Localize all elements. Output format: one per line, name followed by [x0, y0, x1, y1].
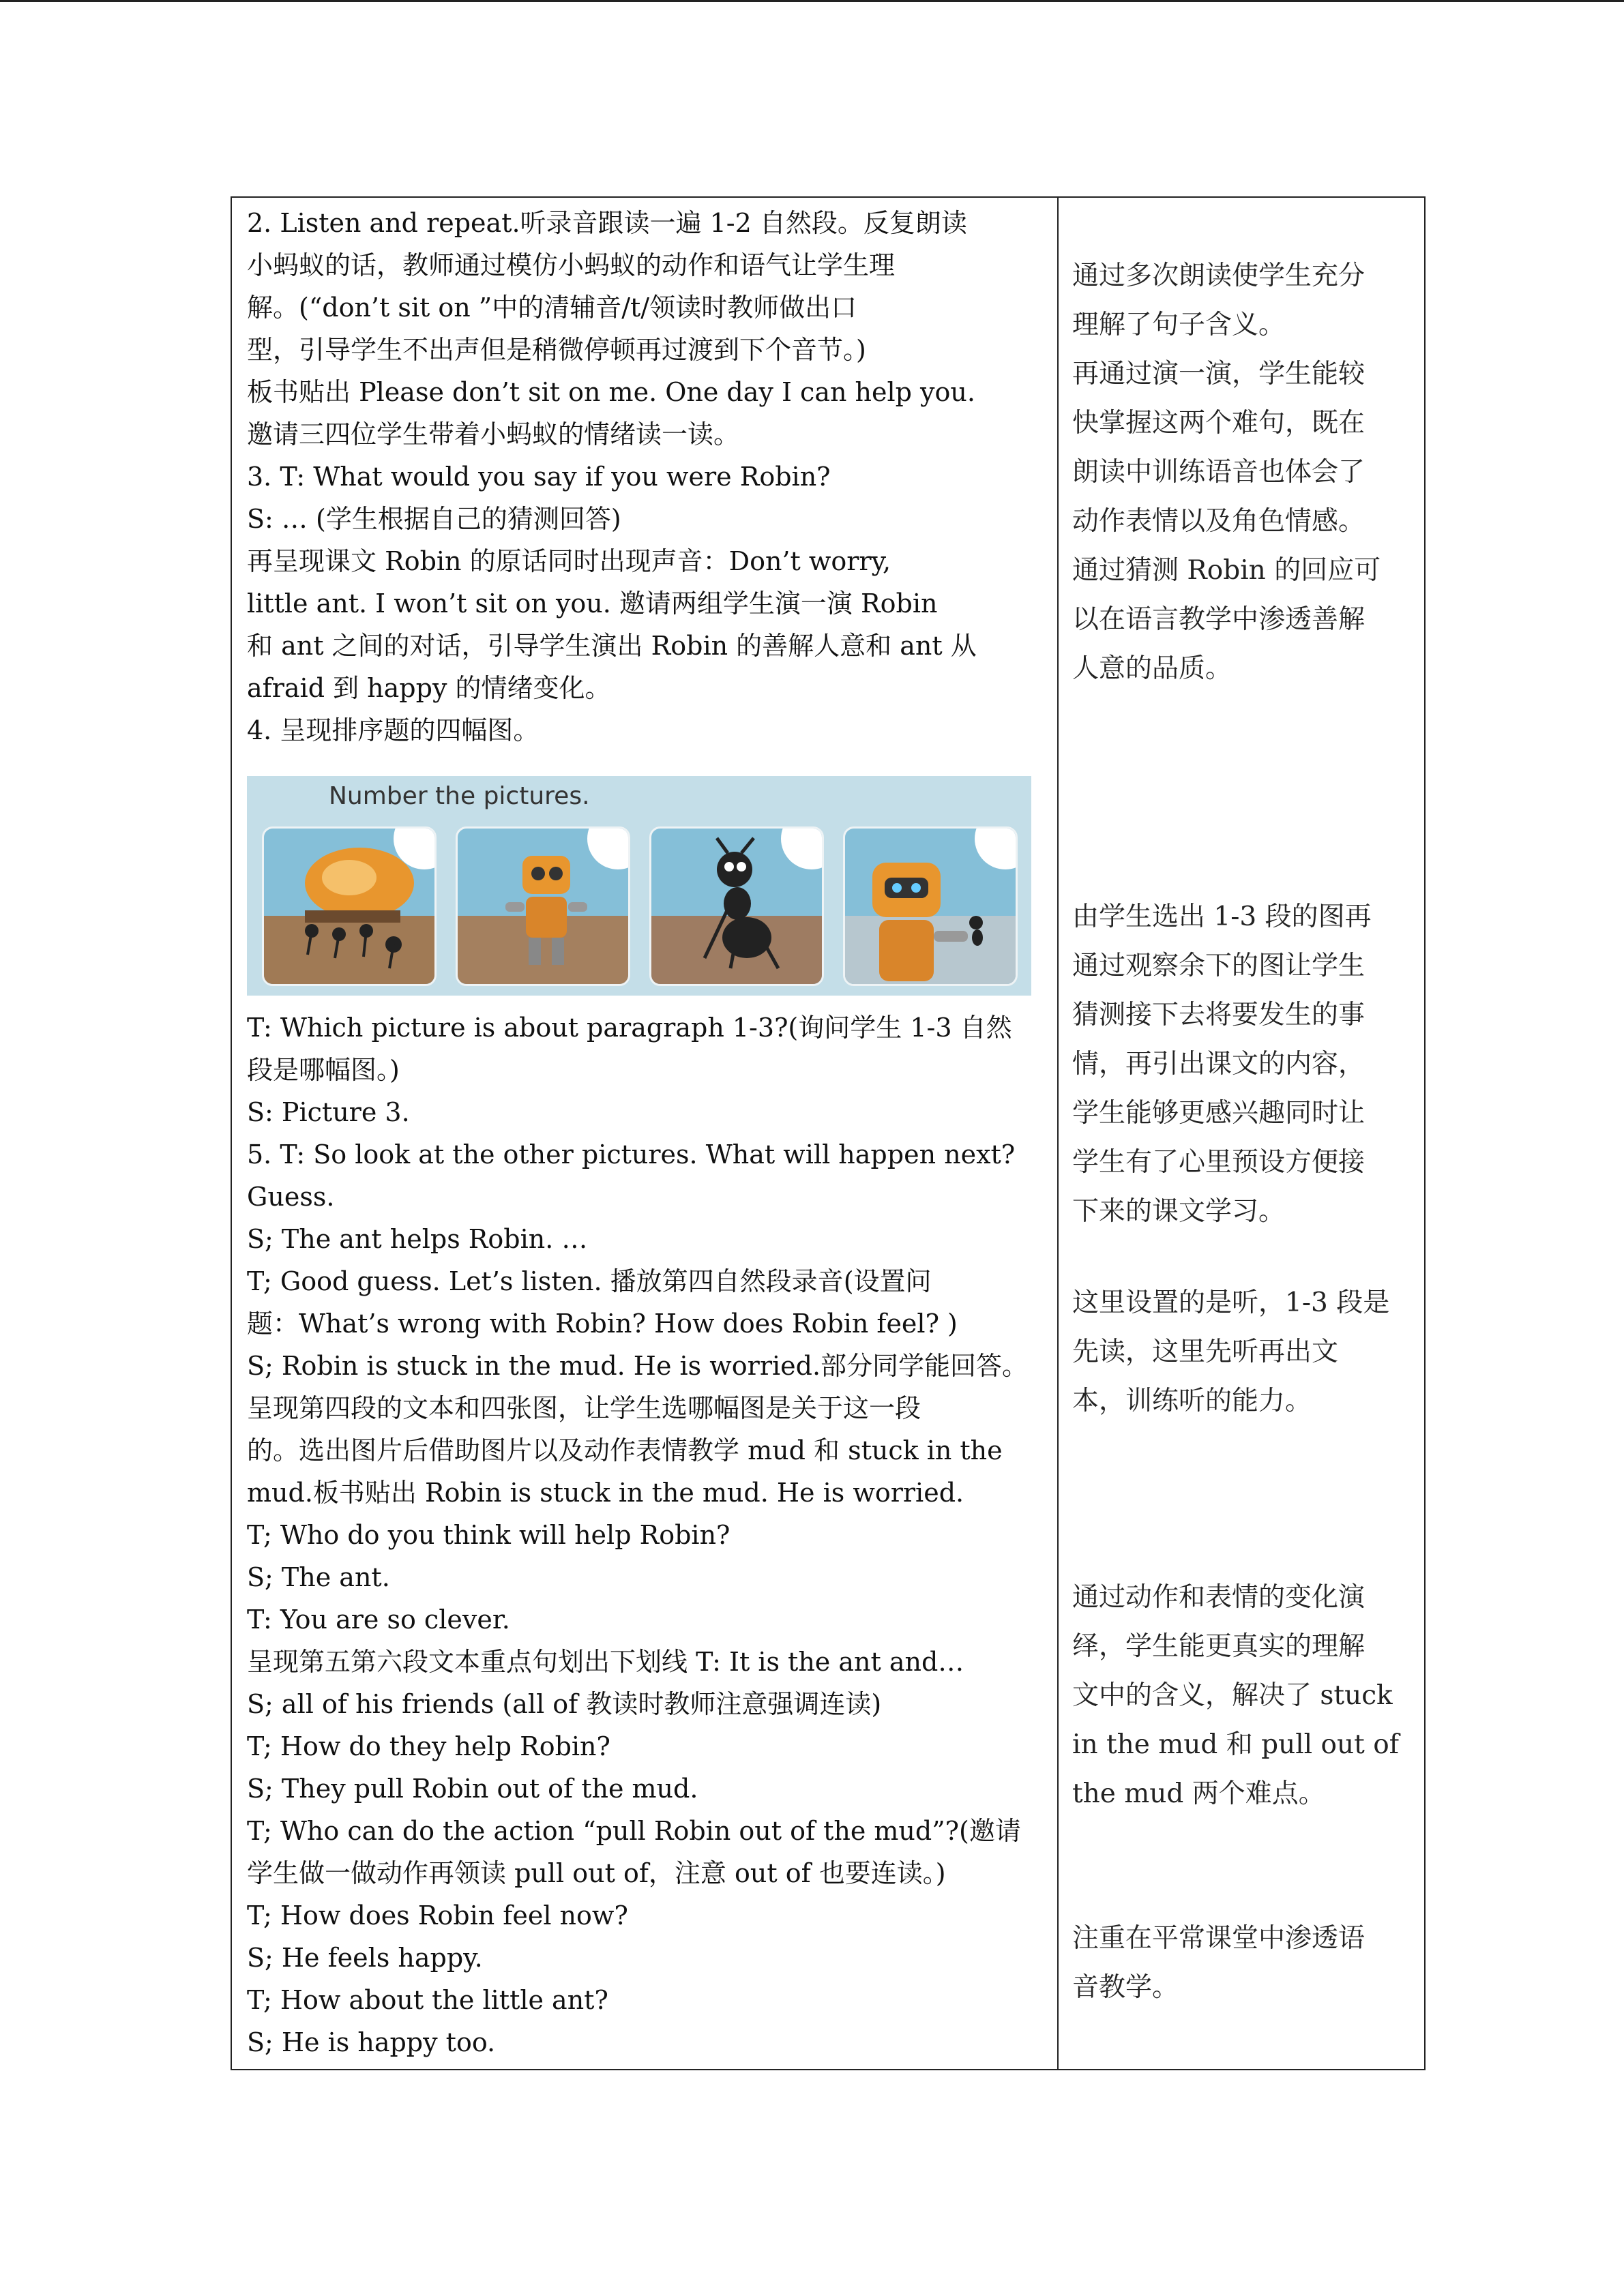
intent-line: 文中的含义，解决了 stuck: [1072, 1680, 1393, 1711]
intent-line: 情，再引出课文的内容，: [1072, 1049, 1365, 1079]
intent-line: 绎，学生能更真实的理解: [1072, 1631, 1365, 1662]
intent-line: 学生有了心里预设方便接: [1072, 1147, 1365, 1178]
step-line: S; The ant.: [247, 1562, 390, 1592]
step-line: 解。(“don’t sit on ”中的清辅音/t/领读时教师做出口: [247, 293, 857, 323]
intent-line: 动作表情以及角色情感。: [1072, 506, 1365, 537]
step-line: S: … (学生根据自己的猜测回答): [247, 504, 621, 534]
ants-lifting-robot-icon: [264, 829, 437, 986]
intent-line: 这里设置的是听，1-3 段是: [1072, 1287, 1390, 1318]
picture-3: [649, 826, 824, 986]
intent-line: 音教学。: [1072, 1972, 1179, 2003]
step-line: 段是哪幅图。): [247, 1055, 400, 1085]
step-line: T: Which picture is about paragraph 1-3?(询问学生 1-3 自然: [247, 1013, 1012, 1043]
step-line: little ant. I won’t sit on you. 邀请两组学生演一演 Robin: [247, 588, 938, 618]
step-line: T: You are so clever.: [247, 1605, 510, 1635]
step-line: 小蚂蚁的话，教师通过模仿小蚂蚁的动作和语气让学生理: [247, 250, 896, 280]
step-line: T; Good guess. Let’s listen. 播放第四自然段录音(设置问: [247, 1266, 932, 1296]
intent-line: 猜测接下去将要发生的事: [1072, 1000, 1365, 1030]
step-line: 呈现第五第六段文本重点句划出下划线 T: It is the ant and…: [247, 1647, 964, 1677]
picture-4: [843, 826, 1018, 986]
step-line: Guess.: [247, 1182, 335, 1212]
intent-line: 先读，这里先听再出文: [1072, 1337, 1339, 1367]
step-line: 再呈现课文 Robin 的原话同时出现声音：Don’t worry,: [247, 546, 891, 576]
intent-line: 通过动作和表情的变化演: [1072, 1582, 1365, 1613]
intent-line: 下来的课文学习。: [1072, 1196, 1286, 1227]
intent-line: 学生能够更感兴趣同时让: [1072, 1098, 1365, 1129]
step-line: 题：What’s wrong with Robin? How does Robin feel? ): [247, 1309, 958, 1339]
step-line: 2. Listen and repeat.听录音跟读一遍 1-2 自然段。反复朗读: [247, 208, 967, 238]
step-line: 呈现第四段的文本和四张图，让学生选哪幅图是关于这一段: [247, 1393, 921, 1423]
intent-line: 通过多次朗读使学生充分: [1072, 260, 1365, 291]
intent-line: 以在语言教学中渗透善解: [1072, 604, 1365, 635]
intent-line: 通过观察余下的图让学生: [1072, 951, 1365, 981]
big-ant-icon: [651, 829, 824, 986]
figure-title: Number the pictures.: [329, 782, 590, 810]
intent-line: 再通过演一演，学生能较: [1072, 359, 1365, 389]
picture-1: [262, 826, 437, 986]
step-line: 型，引导学生不出声但是稍微停顿再过渡到下个音节。): [247, 335, 866, 365]
step-line: S; The ant helps Robin. …: [247, 1224, 588, 1254]
step-line: T; Who do you think will help Robin?: [247, 1520, 730, 1550]
intent-line: the mud 两个难点。: [1072, 1778, 1325, 1809]
step-line: S; all of his friends (all of 教读时教师注意强调连读): [247, 1689, 882, 1719]
step-line: afraid 到 happy 的情绪变化。: [247, 673, 611, 703]
intent-line: 朗读中训练语音也体会了: [1072, 457, 1365, 488]
step-line: 3. T: What would you say if you were Robin?: [247, 462, 831, 492]
intent-line: 快掌握这两个难句，既在: [1072, 408, 1365, 438]
intent-line: in the mud 和 pull out of: [1072, 1729, 1400, 1760]
number-the-pictures-figure: [247, 776, 1031, 996]
robot-holding-ant-icon: [845, 829, 1018, 986]
step-line: T; How do they help Robin?: [247, 1731, 610, 1761]
intent-line: 本，训练听的能力。: [1072, 1386, 1312, 1416]
intent-line: 由学生选出 1-3 段的图再: [1072, 901, 1372, 932]
step-line: S; He is happy too.: [247, 2027, 496, 2057]
intent-line: 注重在平常课堂中渗透语: [1072, 1923, 1365, 1954]
step-line: T; How about the little ant?: [247, 1985, 608, 2015]
step-line: mud.板书贴出 Robin is stuck in the mud. He is worried.: [247, 1478, 964, 1508]
column-divider: [1057, 198, 1059, 2069]
intent-line: 理解了句子含义。: [1072, 310, 1286, 340]
step-line: S: Picture 3.: [247, 1097, 410, 1127]
robot-stuck-icon: [458, 829, 630, 986]
lesson-plan-table: [231, 196, 1426, 2070]
step-line: T; Who can do the action “pull Robin out of the mud”?(邀请: [247, 1816, 1021, 1846]
intent-line: 人意的品质。: [1072, 653, 1232, 684]
intent-line: 通过猜测 Robin 的回应可: [1072, 555, 1381, 586]
top-border-line: [0, 0, 1624, 2]
step-line: 板书贴出 Please don’t sit on me. One day I can help you.: [247, 377, 975, 407]
step-line: 和 ant 之间的对话，引导学生演出 Robin 的善解人意和 ant 从: [247, 631, 977, 661]
step-line: S; Robin is stuck in the mud. He is worried.部分同学能回答。: [247, 1351, 1029, 1381]
step-line: T; How does Robin feel now?: [247, 1900, 628, 1930]
picture-2: [456, 826, 630, 986]
step-line: S; He feels happy.: [247, 1943, 483, 1973]
step-line: 邀请三四位学生带着小蚂蚁的情绪读一读。: [247, 419, 740, 449]
step-line: 4. 呈现排序题的四幅图。: [247, 715, 540, 745]
step-line: 的。选出图片后借助图片以及动作表情教学 mud 和 stuck in the: [247, 1435, 1003, 1465]
step-line: 5. T: So look at the other pictures. What will happen next?: [247, 1139, 1016, 1169]
step-line: S; They pull Robin out of the mud.: [247, 1774, 698, 1804]
step-line: 学生做一做动作再领读 pull out of，注意 out of 也要连读。): [247, 1858, 946, 1888]
